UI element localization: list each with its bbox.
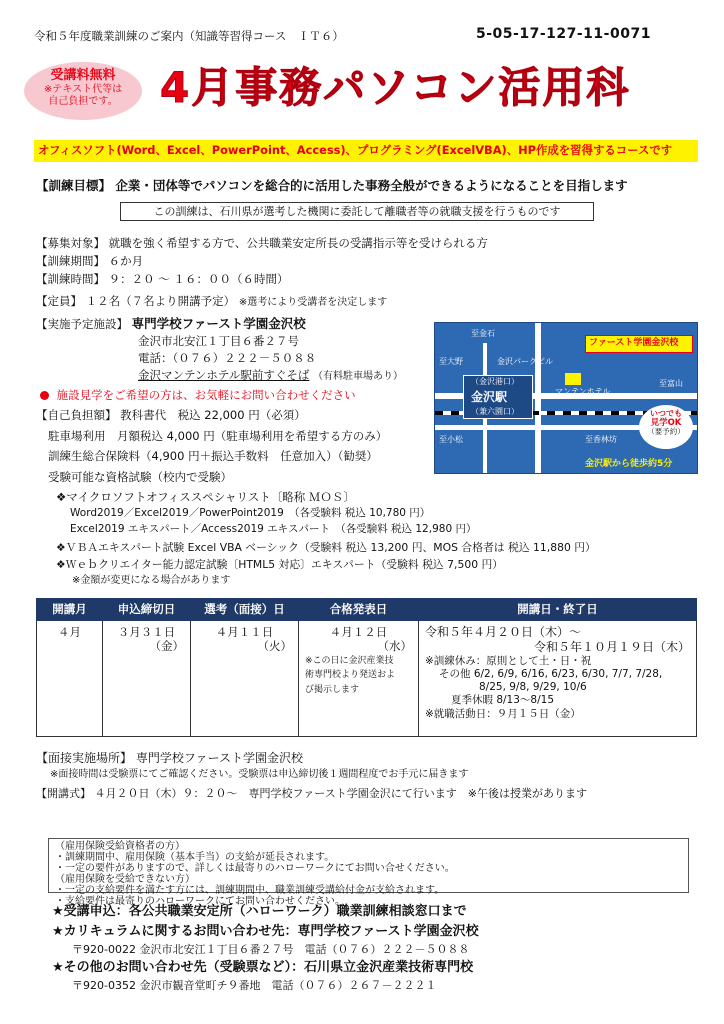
map-place-3: 金沢パークビル (497, 357, 553, 366)
interview-dow: （火） (257, 639, 292, 654)
facility-tel: 電話：（０７６）２２２－５０８８ (138, 351, 317, 365)
schedule-header-row (37, 599, 697, 621)
deadline-date: ３月３１日 (117, 625, 176, 639)
insurance-fee: 訓練生総合保険料（4,900 円＋振込手数料 任意加入）（勧奨） (48, 449, 378, 463)
tour-text: 施設見学をご希望の方は、お気軽にお問い合わせください (56, 388, 356, 402)
opening-ceremony: 【開講式】 ４月２０日（木）９：２０～ 専門学校ファースト学園金沢にて行います ※午後は授業があります (36, 787, 587, 800)
capacity-note: ※選考により受講者を決定します (238, 297, 388, 308)
capacity-text: 【定員】 １２名（７名より開講予定） (36, 294, 236, 308)
header-interview: 選考（面接）日 (191, 599, 299, 621)
contact-curriculum-addr: 〒920-0022 金沢市北安江１丁目６番２７号 電話（０７６）２２２－５０８８ (72, 943, 470, 956)
exam-vba: ❖ＶＢＡエキスパート試験 Excel VBA ベーシック（受験料 税込 13,200 円、MOS 合格者は 税込 11,880 円） (56, 541, 596, 554)
access-text: 金沢マンテンホテル駅前すぐそば (138, 368, 310, 382)
result-note-2: 術専門校より発送およ (305, 670, 396, 681)
result-note-3: び掲示します (305, 684, 360, 695)
exam-mos: ❖マイクロソフトオフィススペシャリスト〔略称 ＭＯＳ〕 (56, 490, 355, 504)
map-place-5: 至小松 (439, 435, 463, 444)
facility-access (138, 368, 403, 384)
map-place-6: 至富山 (659, 379, 683, 388)
header-month: 開講月 (37, 599, 103, 621)
facility (36, 316, 306, 332)
exam-web: ❖Ｗｅｂクリエイター能力認定試験〔HTML5 対応〕エキスパート（受験料 税込 7,500 円） (56, 558, 504, 571)
map-place-1: 至金石 (471, 329, 495, 338)
map-west-exit: （兼六園口） (471, 407, 519, 416)
period-end: 令和５年１０月１９日（木） (533, 640, 690, 654)
summer-break: 夏季休暇 8/13～8/15 (451, 694, 554, 707)
badge-line1: 受講料無料 (50, 68, 116, 83)
result-note-1: ※この日に金沢産業技 (305, 655, 394, 666)
cell-result (299, 621, 419, 737)
map-station: 金沢駅 (471, 390, 508, 404)
interview-note: ※面接時間は受験票にてご確認ください。受験票は申込締切後１週間程度でお手元に届きます (50, 769, 469, 780)
holidays-other-2: 8/25, 9/8, 9/29, 10/6 (479, 681, 587, 694)
insurance-line-6: ・支給要件は最寄りのハローワークにてお問い合わせください。 (55, 896, 345, 907)
map-place-7: 至香林坊 (585, 435, 617, 444)
contact-apply: ★受講申込：各公共職業安定所（ハローワーク）職業訓練相談窓口まで (52, 904, 467, 919)
insurance-line-3: ・一定の要件がありますので、詳しくは最寄りのハローワークにてお問い合せください。 (55, 863, 455, 874)
holidays-other-1: その他 6/2, 6/9, 6/16, 6/23, 6/30, 7/7, 7/28, (439, 668, 663, 681)
parking-fee: 駐車場利用 月額税込 4,000 円（駐車場利用を希望する方のみ） (48, 429, 388, 443)
header-course-info: 令和５年度職業訓練のご案内（知識等習得コース ＩＴ６） (34, 29, 344, 43)
header-result: 合格発表日 (299, 599, 419, 621)
tour-notice (40, 388, 356, 402)
job-activity-day: ※就職活動日：９月１５日（金） (425, 707, 581, 720)
training-hours: 【訓練時間】 ９：２０ ～ １６：００（６時間） (36, 272, 289, 286)
header-deadline: 申込締切日 (103, 599, 191, 621)
map-school-label: ファースト学園金沢校 (589, 338, 679, 348)
tour-ok-2: 見学OK (650, 417, 682, 428)
insurance-line-5: ・一定の支給要件を満たす方には、訓練期間中、職業訓練受講給付金が支給されます。 (55, 885, 445, 896)
period-start: 令和５年４月２０日（木）～ (425, 625, 582, 639)
cell-month: ４月 (37, 621, 103, 737)
insurance-line-2: ・訓練期間中、雇用保険（基本手当）の支給が延長されます。 (55, 852, 335, 863)
deadline-dow: （金） (149, 639, 184, 654)
training-goal: 【訓練目標】 企業・団体等でパソコンを総合的に活用した事務全般ができるようになることを目指します (36, 178, 628, 193)
contact-other: ★その他のお問い合わせ先（受験票など）：石川県立金沢産業技術専門校 (52, 960, 474, 975)
schedule-table (36, 598, 697, 737)
page-title: 4月事務パソコン活用科 (160, 63, 631, 112)
goal-note: この訓練は、石川県が選考した機関に委託して離職者等の就職支援を行うものです (120, 202, 594, 221)
insurance-line-4: （雇用保険を受給できない方） (55, 874, 195, 885)
contact-curriculum: ★カリキュラムに関するお問い合わせ先：専門学校ファースト学園金沢校 (52, 924, 479, 939)
facility-address: 金沢市北安江１丁目６番２７号 (138, 334, 299, 348)
tour-ok-badge (639, 405, 693, 449)
map-walk: 金沢駅から徒歩約5分 (585, 459, 673, 469)
result-date: ４月１２日 (329, 625, 388, 639)
facility-name: 専門学校ファースト学園金沢校 (131, 316, 306, 331)
capacity (36, 294, 387, 310)
tour-ok-1: いつでも (650, 409, 682, 418)
tour-ok-3: （要予約） (647, 427, 685, 437)
contact-other-addr: 〒920-0352 金沢市観音堂町チ９番地 電話（０７６）２６７－２２２１ (72, 979, 437, 992)
access-note: （有料駐車場あり） (313, 371, 404, 382)
map-place-4: マンテンホテル (555, 387, 611, 396)
fee-note: ※金額が変更になる場合があります (72, 575, 231, 586)
schedule-row (37, 621, 697, 737)
map-place-2: 至大野 (439, 357, 463, 366)
recruit-target: 【募集対象】 就職を強く希望する方で、公共職業安定所長の受講指示等を受けられる方 (36, 236, 488, 250)
badge-line2: ※テキスト代等は (43, 84, 123, 96)
map-east-exit: （金沢港口） (471, 377, 519, 386)
holidays: ※訓練休み：原則として土・日・祝 (425, 655, 592, 667)
exam-mos-2: Excel2019 エキスパート／Access2019 エキスパート （各受験料 税込 12,980 円） (70, 523, 477, 535)
interview-place: 【面接実施場所】 専門学校ファースト学園金沢校 (36, 751, 303, 765)
insurance-line-1: （雇用保険受給資格者の方） (55, 841, 185, 852)
insurance-info-box (48, 838, 689, 907)
exam-mos-1: Word2019／Excel2019／PowerPoint2019 （各受験料 税込 10,780 円） (70, 507, 431, 519)
free-tuition-badge (24, 62, 142, 120)
course-code: 5-05-17-127-11-0071 (476, 26, 651, 42)
self-pay: 【自己負担額】 教科書代 税込 22,000 円（必須） (36, 408, 306, 422)
cell-interview (191, 621, 299, 737)
header-period: 開講日・終了日 (419, 599, 697, 621)
result-dow: （水） (377, 639, 412, 654)
course-subtitle: オフィスソフト(Word、Excel、PowerPoint、Access)、プログラミング(ExcelVBA)、HP作成を習得するコースです (34, 140, 698, 162)
access-map (434, 322, 698, 474)
exams-title: 受験可能な資格試験（校内で受験） (48, 470, 232, 484)
cell-deadline (103, 621, 191, 737)
bullet-icon (40, 391, 49, 400)
interview-date: ４月１１日 (215, 625, 274, 639)
training-period: 【訓練期間】 ６か月 (36, 254, 144, 268)
cell-period (419, 621, 697, 737)
facility-label: 【実施予定施設】 (36, 317, 128, 331)
badge-line3: 自己負担です。 (48, 95, 118, 107)
